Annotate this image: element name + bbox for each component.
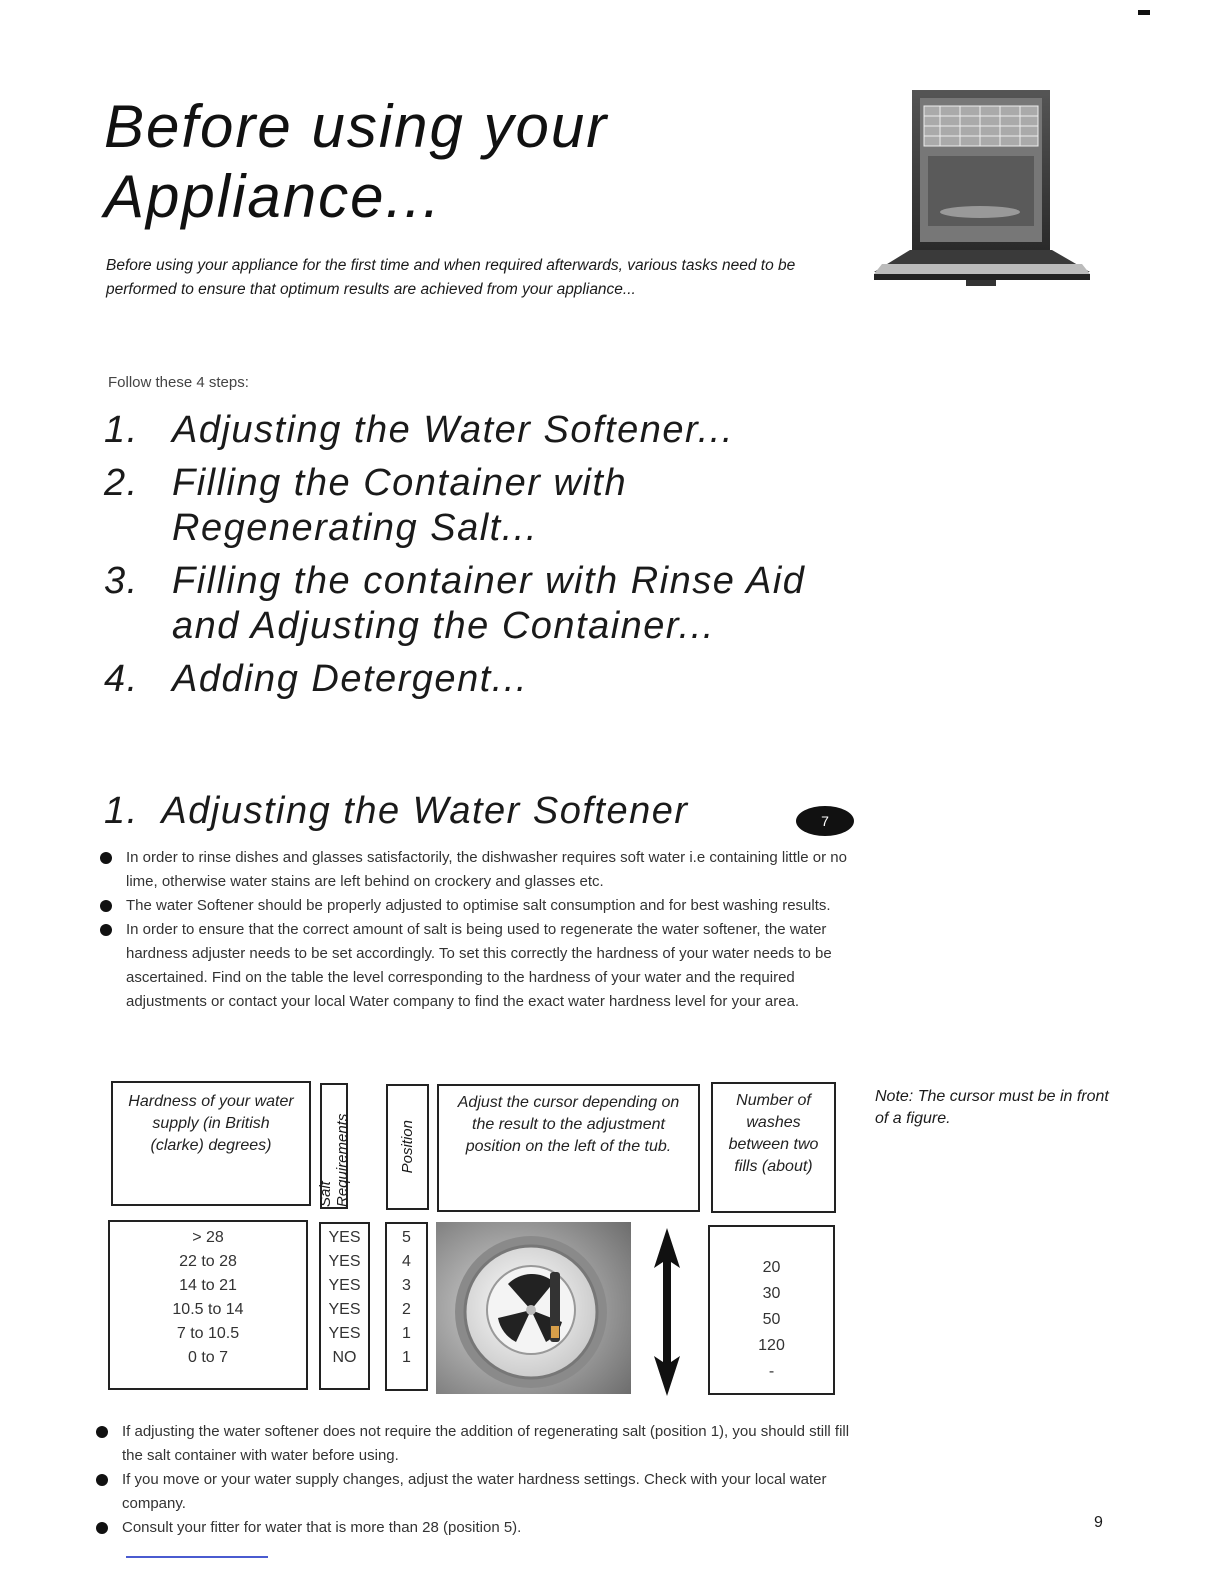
bullet-item: If adjusting the water softener does not require the addition of regenerating salt (position 1), you should still fill the salt container with water before using. (96, 1420, 856, 1468)
header-salt (317, 1083, 351, 1209)
up-down-arrow-icon (652, 1228, 682, 1396)
intro-paragraph: Before using your appliance for the first time and when required afterwards, various tasks need to be performed to ensure that optimum results are achieved from your appliance... (106, 257, 796, 298)
position-value: 1 (402, 1349, 411, 1366)
bullet-item: If you move or your water supply changes, adjust the water hardness settings. Check with your local water company. (96, 1468, 856, 1516)
step-number: 2. (104, 462, 139, 504)
hardness-value: 14 to 21 (179, 1277, 237, 1294)
hardness-value: > 28 (192, 1229, 224, 1246)
bullet-item: The water Softener should be properly adjusted to optimise salt consumption and for best washing results. (100, 894, 870, 918)
footer-rule (126, 1556, 268, 1558)
step-number: 3. (104, 560, 139, 602)
hardness-value: 7 to 10.5 (176, 1325, 240, 1342)
page-title (104, 92, 608, 232)
column-salt (319, 1222, 370, 1390)
column-washes (708, 1225, 835, 1395)
position-value: 3 (402, 1277, 411, 1294)
step-item (104, 408, 864, 453)
hardness-value: 22 to 28 (179, 1253, 237, 1270)
header-position (386, 1084, 429, 1210)
header-hardness: Hardness of your water supply (in British (clarke) degrees) (111, 1081, 311, 1206)
bottom-bullets (96, 1420, 856, 1540)
corner-mark (1138, 10, 1150, 15)
step-number: 4. (104, 658, 139, 700)
washes-value: 20 (762, 1259, 781, 1276)
step-item (104, 461, 864, 551)
salt-value: YES (328, 1325, 361, 1342)
softener-dial-photo (436, 1222, 631, 1394)
title-line-2: Appliance... (104, 163, 442, 230)
bullet-dot-icon (100, 900, 112, 912)
step-text: Adding Detergent... (172, 658, 528, 700)
washes-value: 50 (762, 1311, 781, 1328)
header-position-label: Position (399, 1120, 416, 1174)
salt-value: NO (332, 1349, 357, 1366)
bullet-item: In order to rinse dishes and glasses satisfactorily, the dishwasher requires soft water i.e containing little or no lime, otherwise water stains are left behind on crockery and glasses etc. (100, 846, 870, 894)
intro-bullets (100, 846, 870, 1014)
page-number: 9 (1094, 1514, 1103, 1531)
header-washes: Number of washes between two fills (about) (711, 1082, 836, 1213)
step-text: Filling the container with Rinse Aid and Adjusting the Container... (172, 560, 806, 647)
salt-value: YES (328, 1253, 361, 1270)
bullet-dot-icon (100, 852, 112, 864)
step-number: 1. (104, 409, 139, 451)
column-position (385, 1222, 428, 1391)
steps-list (104, 408, 864, 710)
washes-value: 120 (758, 1337, 785, 1354)
header-adjust: Adjust the cursor depending on the result to the adjustment position on the left of the tub. (437, 1084, 700, 1212)
step-item (104, 657, 864, 702)
section-title: 1. Adjusting the Water Softener (104, 790, 689, 832)
figure-reference-badge: 7 (796, 806, 854, 836)
bullet-dot-icon (100, 924, 112, 936)
bullet-dot-icon (96, 1522, 108, 1534)
cursor-note: Note: The cursor must be in front of a figure. (875, 1088, 1109, 1127)
bullet-dot-icon (96, 1426, 108, 1438)
title-line-1: Before using your (104, 93, 609, 160)
dishwasher-illustration (870, 86, 1095, 292)
position-value: 2 (402, 1301, 411, 1318)
position-value: 1 (402, 1325, 411, 1342)
salt-value: YES (328, 1229, 361, 1246)
column-hardness (108, 1220, 308, 1390)
bullet-dot-icon (96, 1474, 108, 1486)
position-value: 4 (402, 1253, 411, 1270)
washes-value: 30 (762, 1285, 781, 1302)
position-value: 5 (402, 1229, 411, 1246)
step-text: Filling the Container with Regenerating Salt... (172, 462, 628, 549)
hardness-value: 0 to 7 (187, 1349, 229, 1366)
bullet-item: In order to ensure that the correct amount of salt is being used to regenerate the water softener, the water hardness adjuster needs to be set accordingly. To set this correctly the hardness of your water needs to be ascertained. Find on the table the level corresponding to the hardness of your water and the required adjustments or contact your local Water company to find the exact water hardness level for your area. (100, 918, 870, 1014)
step-text: Adjusting the Water Softener... (172, 409, 734, 451)
washes-value: - (768, 1363, 775, 1380)
step-item (104, 559, 864, 649)
header-salt-label: Salt Requirements (317, 1113, 351, 1207)
salt-value: YES (328, 1277, 361, 1294)
hardness-value: 10.5 to 14 (172, 1301, 244, 1318)
follow-steps-label: Follow these 4 steps: (108, 374, 249, 391)
salt-value: YES (328, 1301, 361, 1318)
bullet-item: Consult your fitter for water that is more than 28 (position 5). (96, 1516, 856, 1540)
